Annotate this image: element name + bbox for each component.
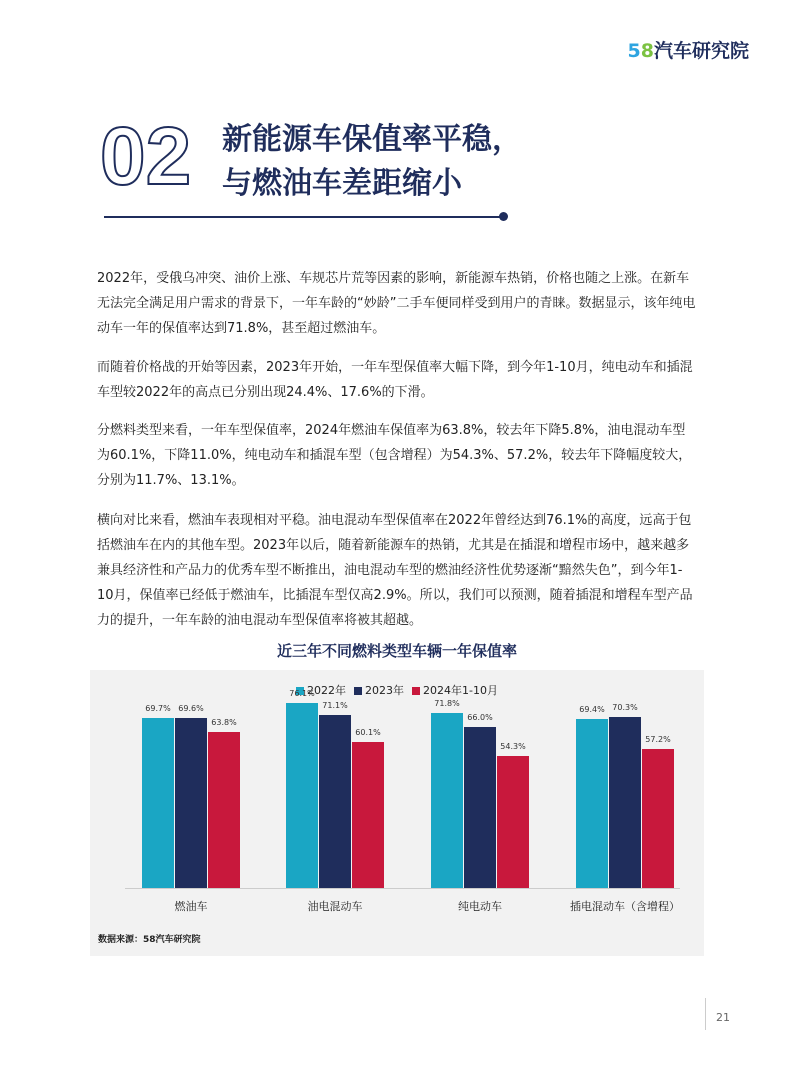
title-divider-dot (499, 212, 508, 221)
bar-label-1-2: 60.1% (355, 727, 381, 737)
bar-label-2-0: 71.8% (434, 698, 460, 708)
bar-label-1-0: 76.1% (289, 688, 315, 698)
legend-swatch-1 (354, 687, 362, 695)
bar-0-1 (175, 718, 207, 888)
brand-logo (628, 36, 749, 63)
legend-label-1: 2023年 (365, 684, 405, 697)
bar-label-1-1: 71.1% (322, 700, 348, 710)
bar-1-1 (319, 715, 351, 888)
page-number: 21 (716, 1011, 730, 1024)
legend-swatch-2 (412, 687, 420, 695)
bar-label-3-0: 69.4% (579, 704, 605, 714)
chart-title: 近三年不同燃料类型车辆一年保值率 (276, 642, 517, 660)
data-source: 数据来源：58汽车研究院 (98, 935, 201, 945)
paragraph-1: 2022年，受俄乌冲突、油价上涨、车规芯片荒等因素的影响，新能源车热销，价格也随之上涨。在新车无法完全满足用户需求的背景下，一年车龄的“妙龄”二手车便同样受到用户的青睐。数据显示，该年纯电动车一年的保值率达到71.8%，甚至超过燃油车。 (97, 271, 696, 336)
brand-digit-8: 8 (640, 40, 654, 62)
category-label-1: 油电混动车 (307, 900, 363, 913)
bar-2-0 (431, 713, 463, 888)
category-label-2: 纯电动车 (458, 900, 502, 913)
bar-3-1 (609, 717, 641, 888)
section-title (222, 118, 522, 206)
bar-1-0 (286, 703, 318, 888)
brand-digit-5: 5 (627, 40, 641, 62)
bar-2-1 (464, 727, 496, 888)
chart-legend (90, 682, 704, 698)
paragraph-2: 而随着价格战的开始等因素，2023年开始，一年车型保值率大幅下降，到今年1-10月，纯电动车和插混车型较2022年的高点已分别出现24.4%、17.6%的下滑。 (97, 360, 693, 400)
title-divider (104, 216, 502, 218)
paragraph-4: 横向对比来看，燃油车表现相对平稳。油电混动车型保值率在2022年曾经达到76.1%的高度，远高于包括燃油车在内的其他车型。2023年以后，随着新能源车的热销，尤其是在插混和增程市场中，越来越多兼具经济性和产品力的优秀车型不断推出，油电混动车型的燃油经济性优势逐渐“黯然失色”，到今年1-10月，保值率已经低于燃油车，比插混车型仅高2.9%。所以，我们可以预测，随着插混和增程车型产品力的提升，一年车龄的油电混动车型保值率将被其超越。 (97, 513, 693, 628)
bar-label-0-1: 69.6% (178, 704, 204, 714)
section-title-line1: 新能源车保值率平稳， (222, 122, 522, 157)
bar-1-2 (352, 742, 384, 888)
bar-3-0 (576, 719, 608, 888)
section-number: 02 (100, 111, 192, 202)
page-number-rule (705, 998, 706, 1030)
legend-label-2: 2024年1-10月 (423, 684, 498, 697)
bar-0-2 (208, 732, 240, 888)
brand-text: 汽车研究院 (653, 40, 749, 62)
legend-item-1 (354, 682, 404, 698)
category-label-0: 燃油车 (174, 900, 208, 913)
legend-item-2 (412, 682, 498, 698)
bar-label-3-1: 70.3% (612, 702, 638, 712)
bar-chart (90, 670, 704, 956)
bar-label-0-0: 69.7% (145, 704, 171, 714)
category-label-3: 插电混动车（含增程） (570, 900, 680, 913)
bar-0-0 (142, 718, 174, 888)
bar-label-2-2: 54.3% (500, 741, 526, 751)
legend-label-0: 2022年 (307, 684, 347, 697)
paragraph-3: 分燃料类型来看，一年车型保值率，2024年燃油车保值率为63.8%，较去年下降5.8%，油电混动车型为60.1%，下降11.0%，纯电动车和插混车型（包含增程）为54.3%、57.2%，较去年下降幅度较大，分别为11.7%、13.1%。 (97, 423, 692, 488)
bar-label-2-1: 66.0% (467, 713, 493, 723)
x-axis-line (125, 888, 680, 889)
bar-2-2 (497, 756, 529, 888)
bar-3-2 (642, 749, 674, 888)
section-title-line2: 与燃油车差距缩小 (222, 166, 462, 201)
bar-label-0-2: 63.8% (211, 718, 237, 728)
bar-label-3-2: 57.2% (645, 734, 671, 744)
